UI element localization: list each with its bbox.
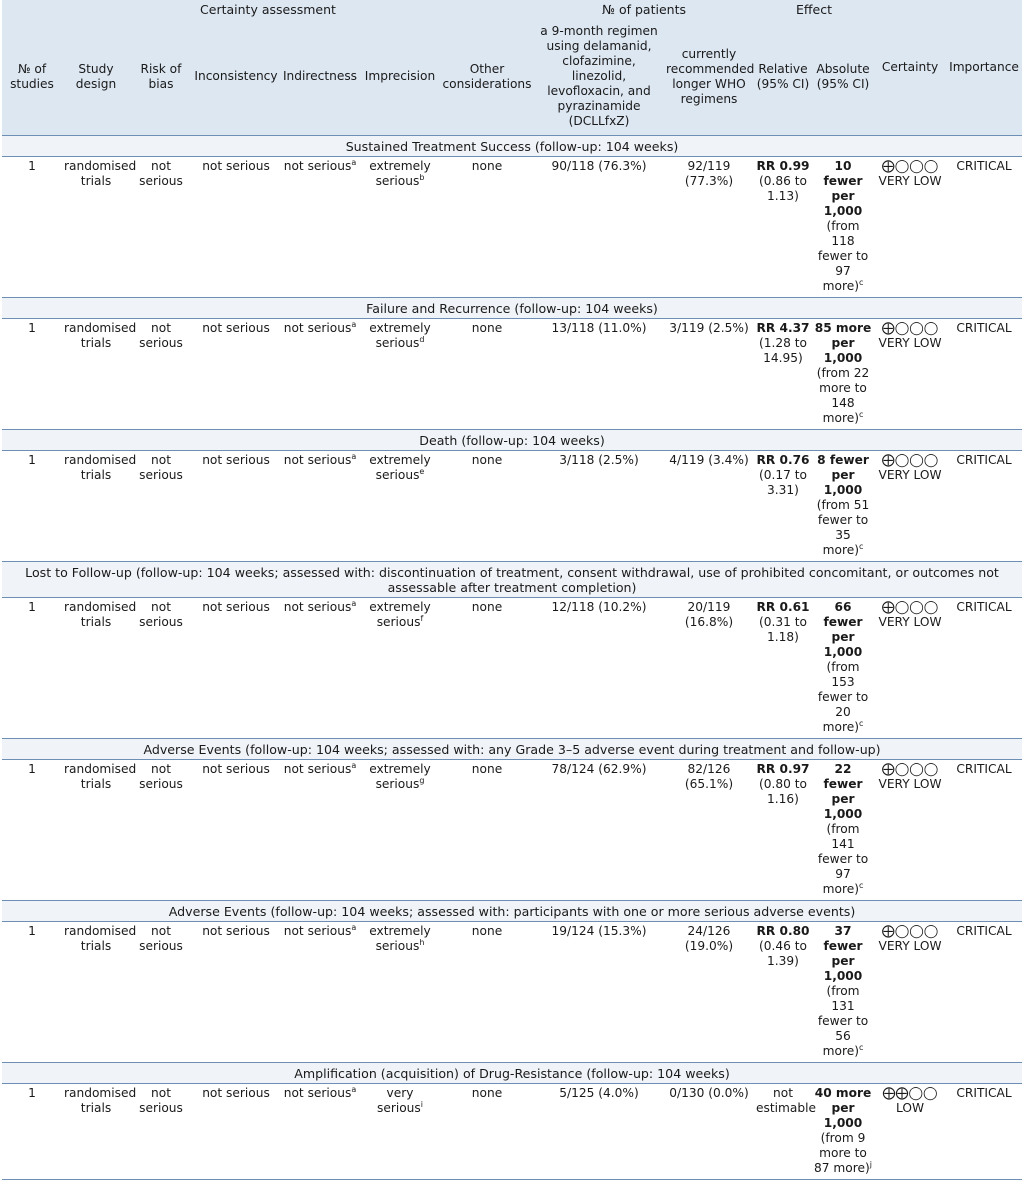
- imprecision-value: extremely serious: [369, 761, 431, 791]
- relative-estimate: RR 0.76: [756, 452, 810, 467]
- indirectness-cell: [280, 318, 360, 429]
- inconsistency-cell: not serious: [192, 921, 280, 1062]
- indirectness-footnote: a: [351, 157, 357, 167]
- table-row: [2, 759, 1022, 900]
- absolute-effect-cell: [812, 597, 874, 738]
- col-risk-of-bias: Risk of bias: [130, 19, 192, 135]
- relative-estimate: RR 0.61: [756, 599, 810, 614]
- relative-ci: (0.46 to 1.39): [758, 938, 807, 968]
- outcome-title-row: [2, 738, 1022, 759]
- absolute-effect-cell: [812, 759, 874, 900]
- relative-ci: (0.80 to 1.16): [758, 776, 807, 806]
- indirectness-footnote: a: [351, 319, 357, 329]
- col-indirectness: Indirectness: [280, 19, 360, 135]
- relative-ci: (0.31 to 1.18): [758, 614, 807, 644]
- certainty-label: VERY LOW: [878, 938, 942, 953]
- imprecision-footnote: e: [419, 466, 425, 476]
- imprecision-footnote: d: [419, 334, 425, 344]
- col-comparator: currently recommended longer WHO regimens: [664, 19, 754, 135]
- risk-of-bias-cell: not serious: [130, 450, 192, 561]
- absolute-estimate: 40 more per 1,000: [814, 1085, 872, 1130]
- certainty-cell: [874, 759, 946, 900]
- comparator-count-cell: 4/119 (3.4%): [664, 450, 754, 561]
- other-considerations-cell: none: [440, 450, 534, 561]
- inconsistency-cell: not serious: [192, 156, 280, 297]
- imprecision-value: extremely serious: [369, 599, 431, 629]
- absolute-ci: (from 153 fewer to 20 more): [817, 659, 869, 734]
- n-studies-cell: 1: [2, 597, 62, 738]
- imprecision-footnote: f: [420, 613, 424, 623]
- n-studies-cell: 1: [2, 450, 62, 561]
- outcome-title: Lost to Follow-up (follow-up: 104 weeks; assessed with: discontinuation of treatment, consent withdrawal, use of prohibited concomitant, or outcomes not assessable after treatment completion): [2, 561, 1022, 597]
- comparator-count-cell: 24/126 (19.0%): [664, 921, 754, 1062]
- certainty-cell: [874, 921, 946, 1062]
- certainty-cell: [874, 156, 946, 297]
- importance-cell: CRITICAL: [946, 450, 1022, 561]
- indirectness-footnote: a: [351, 1084, 357, 1094]
- indirectness-cell: [280, 1083, 360, 1179]
- absolute-footnote: c: [858, 1042, 864, 1052]
- inconsistency-cell: not serious: [192, 1083, 280, 1179]
- certainty-label: VERY LOW: [878, 614, 942, 629]
- relative-effect-cell: [754, 597, 812, 738]
- imprecision-value: extremely serious: [369, 320, 431, 350]
- outcome-title-row: [2, 135, 1022, 156]
- indirectness-value: not serious: [283, 1085, 352, 1100]
- col-study-design: Study design: [62, 19, 130, 135]
- col-n-studies: № of studies: [2, 19, 62, 135]
- outcome-title: Adverse Events (follow-up: 104 weeks; assessed with: participants with one or more serious adverse events): [2, 900, 1022, 921]
- relative-effect-cell: [754, 921, 812, 1062]
- outcome-title: Failure and Recurrence (follow-up: 104 weeks): [2, 297, 1022, 318]
- absolute-ci: (from 9 more to 87 more): [814, 1130, 870, 1175]
- imprecision-cell: [360, 156, 440, 297]
- intervention-count-cell: 90/118 (76.3%): [534, 156, 664, 297]
- indirectness-footnote: a: [351, 598, 357, 608]
- imprecision-cell: [360, 921, 440, 1062]
- imprecision-cell: [360, 1083, 440, 1179]
- risk-of-bias-cell: not serious: [130, 1083, 192, 1179]
- indirectness-footnote: a: [351, 922, 357, 932]
- certainty-rating-icon: ⨁◯◯◯: [881, 452, 939, 468]
- certainty-label: VERY LOW: [878, 467, 942, 482]
- certainty-assessment-header: Certainty assessment: [2, 0, 534, 19]
- imprecision-value: very serious: [376, 1085, 421, 1115]
- absolute-footnote: c: [858, 277, 864, 287]
- certainty-rating-icon: ⨁◯◯◯: [881, 320, 939, 336]
- other-considerations-cell: none: [440, 1083, 534, 1179]
- outcome-title: Death (follow-up: 104 weeks): [2, 429, 1022, 450]
- indirectness-value: not serious: [283, 320, 352, 335]
- relative-estimate: RR 0.99: [756, 158, 810, 173]
- study-design-cell: randomised trials: [62, 1083, 130, 1179]
- absolute-footnote: c: [858, 718, 864, 728]
- certainty-rating-icon: ⨁◯◯◯: [881, 761, 939, 777]
- relative-estimate: RR 0.97: [756, 761, 810, 776]
- inconsistency-cell: not serious: [192, 597, 280, 738]
- absolute-footnote: c: [858, 880, 864, 890]
- relative-estimate: RR 0.80: [756, 923, 810, 938]
- comparator-count-cell: 20/119 (16.8%): [664, 597, 754, 738]
- certainty-rating-icon: ⨁◯◯◯: [881, 923, 939, 939]
- col-intervention: a 9-month regimen using delamanid, clofazimine, linezolid, levofloxacin, and pyrazinamide (DCLLfxZ): [534, 19, 664, 135]
- absolute-effect-cell: [812, 450, 874, 561]
- absolute-footnote: c: [858, 409, 864, 419]
- comparator-count-cell: 0/130 (0.0%): [664, 1083, 754, 1179]
- relative-effect-cell: [754, 318, 812, 429]
- absolute-footnote: c: [858, 541, 864, 551]
- table-row: [2, 450, 1022, 561]
- outcome-title-row: [2, 429, 1022, 450]
- n-studies-cell: 1: [2, 921, 62, 1062]
- relative-effect-cell: [754, 759, 812, 900]
- inconsistency-cell: not serious: [192, 759, 280, 900]
- intervention-count-cell: 12/118 (10.2%): [534, 597, 664, 738]
- importance-cell: CRITICAL: [946, 156, 1022, 297]
- outcome-title-row: [2, 1062, 1022, 1083]
- other-considerations-cell: none: [440, 318, 534, 429]
- other-considerations-cell: none: [440, 156, 534, 297]
- col-imprecision: Imprecision: [360, 19, 440, 135]
- indirectness-cell: [280, 450, 360, 561]
- table-row: [2, 921, 1022, 1062]
- outcome-title-row: [2, 561, 1022, 597]
- risk-of-bias-cell: not serious: [130, 921, 192, 1062]
- relative-effect-cell: [754, 156, 812, 297]
- effect-header: Effect: [754, 0, 874, 19]
- relative-estimate: RR 4.37: [756, 320, 810, 335]
- col-other-considerations: Other considerations: [440, 19, 534, 135]
- col-absolute: Absolute (95% CI): [812, 19, 874, 135]
- absolute-estimate: 66 fewer per 1,000: [823, 599, 863, 659]
- comparator-count-cell: 3/119 (2.5%): [664, 318, 754, 429]
- inconsistency-cell: not serious: [192, 318, 280, 429]
- imprecision-cell: [360, 450, 440, 561]
- certainty-rating-icon: ⨁◯◯◯: [881, 599, 939, 615]
- col-inconsistency: Inconsistency: [192, 19, 280, 135]
- certainty-cell: [874, 318, 946, 429]
- other-considerations-cell: none: [440, 921, 534, 1062]
- risk-of-bias-cell: not serious: [130, 318, 192, 429]
- num-patients-header: № of patients: [534, 0, 754, 19]
- indirectness-value: not serious: [283, 761, 352, 776]
- intervention-count-cell: 5/125 (4.0%): [534, 1083, 664, 1179]
- imprecision-cell: [360, 318, 440, 429]
- n-studies-cell: 1: [2, 1083, 62, 1179]
- absolute-ci: (from 131 fewer to 56 more): [817, 983, 869, 1058]
- study-design-cell: randomised trials: [62, 921, 130, 1062]
- grade-evidence-table: [2, 0, 1022, 1180]
- indirectness-footnote: a: [351, 760, 357, 770]
- relative-effect-cell: [754, 450, 812, 561]
- certainty-cell: [874, 597, 946, 738]
- table-row: [2, 1083, 1022, 1179]
- absolute-ci: (from 22 more to 148 more): [816, 365, 870, 425]
- study-design-cell: randomised trials: [62, 759, 130, 900]
- inconsistency-cell: not serious: [192, 450, 280, 561]
- certainty-label: VERY LOW: [878, 776, 942, 791]
- outcome-title: Adverse Events (follow-up: 104 weeks; assessed with: any Grade 3–5 adverse event during treatment and follow-up): [2, 738, 1022, 759]
- relative-ci: not estimable: [756, 1085, 816, 1115]
- intervention-count-cell: 3/118 (2.5%): [534, 450, 664, 561]
- indirectness-cell: [280, 759, 360, 900]
- certainty-label: VERY LOW: [878, 335, 942, 350]
- study-design-cell: randomised trials: [62, 597, 130, 738]
- indirectness-value: not serious: [283, 599, 352, 614]
- imprecision-footnote: h: [419, 937, 425, 947]
- importance-cell: CRITICAL: [946, 597, 1022, 738]
- risk-of-bias-cell: not serious: [130, 156, 192, 297]
- relative-ci: (1.28 to 14.95): [758, 335, 807, 365]
- outcomes-body: [2, 135, 1022, 1179]
- table-row: [2, 156, 1022, 297]
- absolute-ci: (from 51 fewer to 35 more): [816, 497, 870, 557]
- certainty-rating-icon: ⨁⨁◯◯: [882, 1085, 938, 1101]
- imprecision-footnote: g: [419, 775, 425, 785]
- absolute-effect-cell: [812, 921, 874, 1062]
- certainty-label: LOW: [896, 1100, 925, 1115]
- certainty-cell: [874, 450, 946, 561]
- relative-effect-cell: [754, 1083, 816, 1179]
- indirectness-cell: [280, 156, 360, 297]
- absolute-ci: (from 141 fewer to 97 more): [817, 821, 869, 896]
- intervention-count-cell: 13/118 (11.0%): [534, 318, 664, 429]
- imprecision-value: extremely serious: [369, 923, 431, 953]
- absolute-estimate: 22 fewer per 1,000: [823, 761, 863, 821]
- certainty-rating-icon: ⨁◯◯◯: [881, 158, 939, 174]
- intervention-count-cell: 19/124 (15.3%): [534, 921, 664, 1062]
- imprecision-value: extremely serious: [369, 452, 431, 482]
- relative-ci: (0.86 to 1.13): [758, 173, 807, 203]
- importance-header: Importance: [946, 0, 1022, 135]
- other-considerations-cell: none: [440, 597, 534, 738]
- n-studies-cell: 1: [2, 318, 62, 429]
- imprecision-footnote: b: [419, 172, 425, 182]
- comparator-count-cell: 82/126 (65.1%): [664, 759, 754, 900]
- certainty-label: VERY LOW: [878, 173, 942, 188]
- n-studies-cell: 1: [2, 156, 62, 297]
- table-row: [2, 318, 1022, 429]
- importance-cell: CRITICAL: [946, 318, 1022, 429]
- indirectness-value: not serious: [283, 158, 352, 173]
- absolute-effect-cell: [812, 318, 874, 429]
- absolute-effect-cell: [812, 1083, 874, 1179]
- importance-cell: CRITICAL: [946, 921, 1022, 1062]
- study-design-cell: randomised trials: [62, 156, 130, 297]
- absolute-effect-cell: [812, 156, 874, 297]
- risk-of-bias-cell: not serious: [130, 597, 192, 738]
- imprecision-footnote: i: [420, 1099, 423, 1109]
- indirectness-footnote: a: [351, 451, 357, 461]
- other-considerations-cell: none: [440, 759, 534, 900]
- indirectness-value: not serious: [283, 923, 352, 938]
- certainty-header: Certainty: [874, 0, 946, 135]
- relative-ci: (0.17 to 3.31): [758, 467, 807, 497]
- outcome-title-row: [2, 297, 1022, 318]
- outcome-title: Sustained Treatment Success (follow-up: 104 weeks): [2, 135, 1022, 156]
- n-studies-cell: 1: [2, 759, 62, 900]
- importance-cell: CRITICAL: [946, 759, 1022, 900]
- imprecision-value: extremely serious: [369, 158, 431, 188]
- intervention-count-cell: 78/124 (62.9%): [534, 759, 664, 900]
- comparator-count-cell: 92/119 (77.3%): [664, 156, 754, 297]
- study-design-cell: randomised trials: [62, 318, 130, 429]
- indirectness-value: not serious: [283, 452, 352, 467]
- indirectness-cell: [280, 597, 360, 738]
- absolute-ci: (from 118 fewer to 97 more): [817, 218, 869, 293]
- risk-of-bias-cell: not serious: [130, 759, 192, 900]
- absolute-estimate: 85 more per 1,000: [814, 320, 872, 365]
- absolute-estimate: 8 fewer per 1,000: [817, 452, 869, 497]
- certainty-cell: [874, 1083, 946, 1179]
- table-row: [2, 597, 1022, 738]
- absolute-estimate: 10 fewer per 1,000: [823, 158, 863, 218]
- absolute-estimate: 37 fewer per 1,000: [823, 923, 863, 983]
- imprecision-cell: [360, 597, 440, 738]
- indirectness-cell: [280, 921, 360, 1062]
- absolute-footnote: j: [869, 1159, 872, 1169]
- study-design-cell: randomised trials: [62, 450, 130, 561]
- importance-cell: CRITICAL: [946, 1083, 1022, 1179]
- imprecision-cell: [360, 759, 440, 900]
- col-relative: Relative (95% CI): [754, 19, 812, 135]
- outcome-title: Amplification (acquisition) of Drug-Resistance (follow-up: 104 weeks): [2, 1062, 1022, 1083]
